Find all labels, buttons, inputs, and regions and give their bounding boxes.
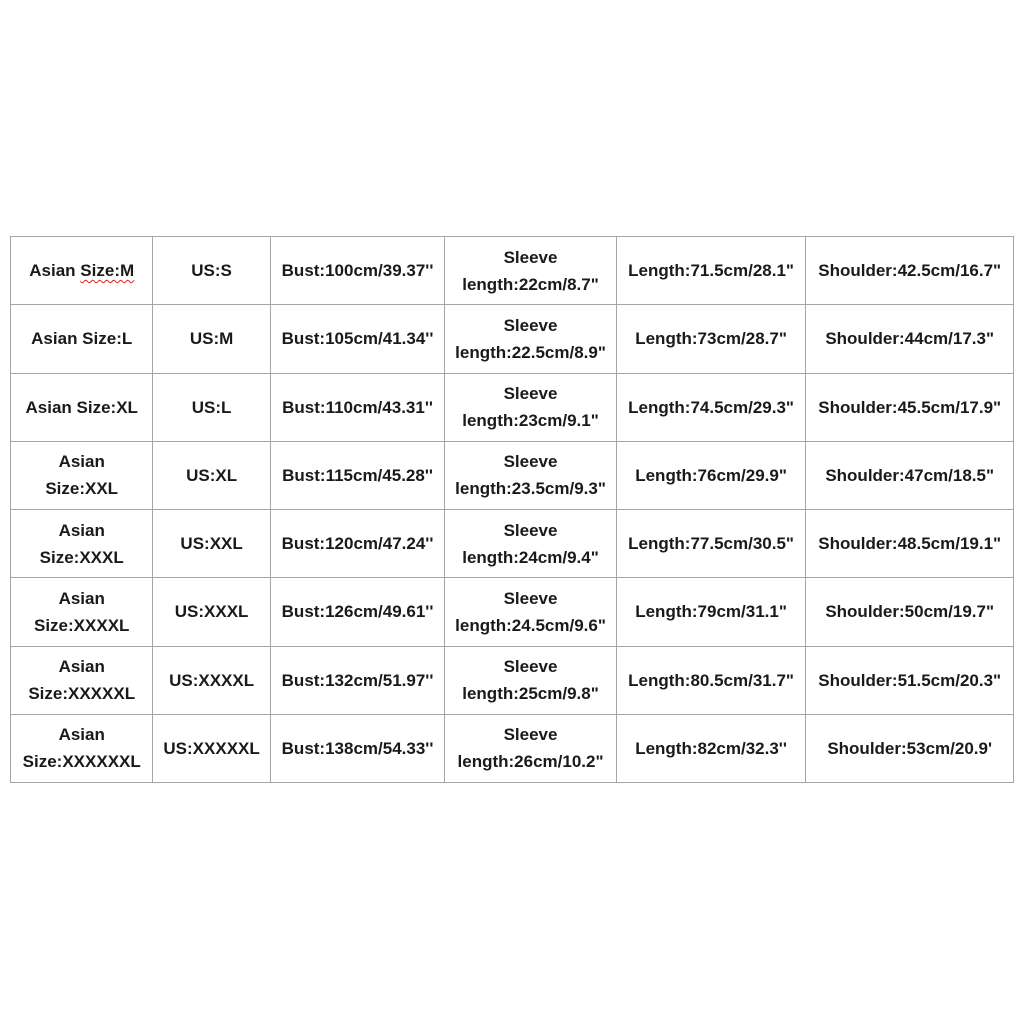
size-chart-table bbox=[10, 236, 1014, 783]
sleeve-length-cell bbox=[445, 305, 617, 373]
asian-size-value: Size:XXXXXL bbox=[28, 684, 136, 704]
asian-size-cell bbox=[11, 578, 153, 646]
sleeve-label: Sleeve bbox=[503, 657, 558, 677]
length-cell: Length:73cm/28.7" bbox=[616, 305, 806, 373]
length-cell: Length:80.5cm/31.7" bbox=[616, 646, 806, 714]
length-cell: Length:82cm/32.3'' bbox=[616, 714, 806, 782]
us-size-cell: US:XXXXXL bbox=[153, 714, 270, 782]
asian-size-label: Asian Size:L bbox=[31, 329, 133, 349]
table-row bbox=[11, 646, 1014, 714]
bust-cell: Bust:100cm/39.37'' bbox=[270, 237, 445, 305]
asian-size-cell bbox=[11, 714, 153, 782]
table-row bbox=[11, 237, 1014, 305]
sleeve-value: length:25cm/9.8" bbox=[462, 684, 599, 704]
sleeve-value: length:23cm/9.1" bbox=[462, 411, 599, 431]
asian-size-cell bbox=[11, 373, 153, 441]
asian-size-label: Asian bbox=[58, 520, 105, 540]
asian-size-cell bbox=[11, 305, 153, 373]
bust-cell: Bust:138cm/54.33'' bbox=[270, 714, 445, 782]
sleeve-label: Sleeve bbox=[503, 588, 558, 608]
asian-size-cell bbox=[11, 510, 153, 578]
asian-size-value: Size:XXXXL bbox=[34, 615, 130, 635]
sleeve-length-cell bbox=[445, 237, 617, 305]
sleeve-value: length:24cm/9.4" bbox=[462, 547, 599, 567]
us-size-cell: US:L bbox=[153, 373, 270, 441]
us-size-cell: US:XXXL bbox=[153, 578, 270, 646]
sleeve-length-cell bbox=[445, 510, 617, 578]
table-row bbox=[11, 373, 1014, 441]
us-size-cell: US:XXXXL bbox=[153, 646, 270, 714]
bust-cell: Bust:120cm/47.24'' bbox=[270, 510, 445, 578]
shoulder-cell: Shoulder:42.5cm/16.7" bbox=[806, 237, 1014, 305]
shoulder-cell: Shoulder:53cm/20.9' bbox=[806, 714, 1014, 782]
sleeve-label: Sleeve bbox=[503, 520, 558, 540]
sleeve-value: length:23.5cm/9.3" bbox=[455, 479, 606, 499]
bust-cell: Bust:105cm/41.34'' bbox=[270, 305, 445, 373]
sleeve-length-cell bbox=[445, 373, 617, 441]
sleeve-value: length:22.5cm/8.9" bbox=[455, 342, 606, 362]
table-row bbox=[11, 441, 1014, 509]
asian-size-label: Asian bbox=[58, 452, 105, 472]
sleeve-value: length:26cm/10.2" bbox=[457, 752, 604, 772]
length-cell: Length:76cm/29.9" bbox=[616, 441, 806, 509]
asian-size-value: Size:XXL bbox=[45, 479, 119, 499]
shoulder-cell: Shoulder:44cm/17.3" bbox=[806, 305, 1014, 373]
asian-size-label: Asian bbox=[58, 588, 105, 608]
length-cell: Length:77.5cm/30.5" bbox=[616, 510, 806, 578]
sleeve-length-cell bbox=[445, 441, 617, 509]
asian-size-label: Asian Size:M bbox=[29, 261, 135, 281]
length-cell: Length:71.5cm/28.1" bbox=[616, 237, 806, 305]
us-size-cell: US:M bbox=[153, 305, 270, 373]
sleeve-value: length:22cm/8.7" bbox=[462, 274, 599, 294]
shoulder-cell: Shoulder:51.5cm/20.3" bbox=[806, 646, 1014, 714]
asian-size-value: Size:XXXXXXL bbox=[22, 752, 141, 772]
us-size-cell: US:XL bbox=[153, 441, 270, 509]
sleeve-label: Sleeve bbox=[503, 384, 558, 404]
sleeve-label: Sleeve bbox=[503, 315, 558, 335]
bust-cell: Bust:126cm/49.61'' bbox=[270, 578, 445, 646]
sleeve-label: Sleeve bbox=[503, 725, 558, 745]
table-row bbox=[11, 305, 1014, 373]
sleeve-length-cell bbox=[445, 714, 617, 782]
us-size-cell: US:XXL bbox=[153, 510, 270, 578]
asian-size-value: Size:XXXL bbox=[39, 547, 124, 567]
sleeve-label: Sleeve bbox=[503, 247, 558, 267]
asian-size-cell bbox=[11, 646, 153, 714]
sleeve-length-cell bbox=[445, 646, 617, 714]
bust-cell: Bust:115cm/45.28'' bbox=[270, 441, 445, 509]
asian-size-label: Asian bbox=[58, 657, 105, 677]
bust-cell: Bust:110cm/43.31'' bbox=[270, 373, 445, 441]
table-row bbox=[11, 714, 1014, 782]
asian-size-label: Asian bbox=[58, 725, 105, 745]
bust-cell: Bust:132cm/51.97'' bbox=[270, 646, 445, 714]
length-cell: Length:74.5cm/29.3" bbox=[616, 373, 806, 441]
us-size-cell: US:S bbox=[153, 237, 270, 305]
spellcheck-underline: Size:M bbox=[80, 261, 135, 281]
length-cell: Length:79cm/31.1" bbox=[616, 578, 806, 646]
sleeve-value: length:24.5cm/9.6" bbox=[455, 615, 606, 635]
sleeve-label: Sleeve bbox=[503, 452, 558, 472]
shoulder-cell: Shoulder:50cm/19.7" bbox=[806, 578, 1014, 646]
shoulder-cell: Shoulder:48.5cm/19.1" bbox=[806, 510, 1014, 578]
shoulder-cell: Shoulder:47cm/18.5" bbox=[806, 441, 1014, 509]
asian-size-label: Asian Size:XL bbox=[25, 397, 138, 417]
table-row bbox=[11, 578, 1014, 646]
table-row bbox=[11, 510, 1014, 578]
size-chart-body bbox=[11, 237, 1014, 783]
shoulder-cell: Shoulder:45.5cm/17.9" bbox=[806, 373, 1014, 441]
asian-size-cell bbox=[11, 237, 153, 305]
asian-size-cell bbox=[11, 441, 153, 509]
sleeve-length-cell bbox=[445, 578, 617, 646]
